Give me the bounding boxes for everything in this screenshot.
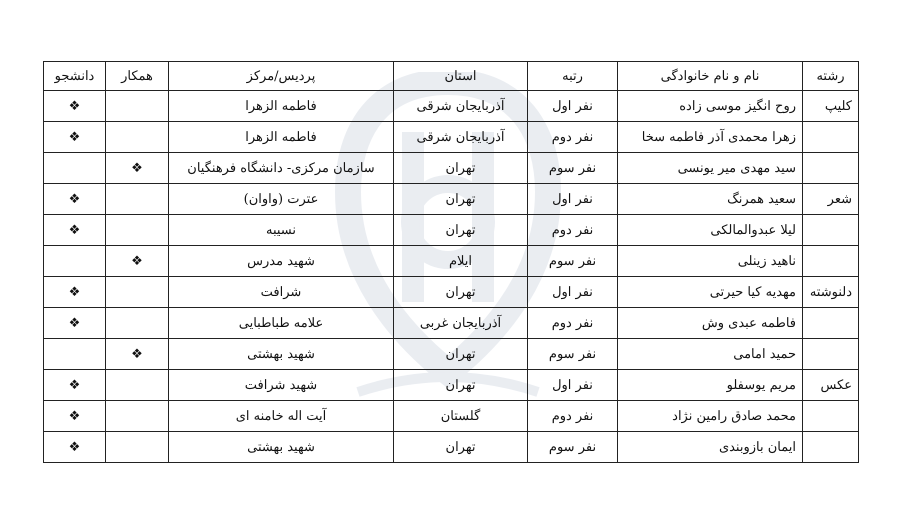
cell-rank: نفر سوم: [528, 246, 618, 277]
table-header-row: [44, 62, 859, 91]
cell-campus: نسیبه: [169, 215, 394, 246]
cell-name: زهرا محمدی آذر فاطمه سخا: [618, 122, 803, 153]
table-row: [44, 91, 859, 122]
header-campus: پردیس/مرکز: [169, 62, 394, 91]
cell-campus: عترت (واوان): [169, 184, 394, 215]
cell-student-mark: ❖: [44, 370, 106, 401]
cell-campus: فاطمه الزهرا: [169, 91, 394, 122]
table-row: [44, 432, 859, 463]
cell-student-mark: [44, 339, 106, 370]
cell-campus: شهید بهشتی: [169, 432, 394, 463]
cell-student-mark: ❖: [44, 91, 106, 122]
cell-field: کلیپ: [803, 91, 859, 122]
table-row: [44, 308, 859, 339]
table-row: [44, 246, 859, 277]
cell-rank: نفر دوم: [528, 215, 618, 246]
cell-province: تهران: [394, 153, 528, 184]
cell-campus: شهید بهشتی: [169, 339, 394, 370]
cell-field: [803, 308, 859, 339]
cell-campus: آیت اله خامنه ای: [169, 401, 394, 432]
cell-field: عکس: [803, 370, 859, 401]
cell-province: تهران: [394, 339, 528, 370]
cell-student-mark: ❖: [44, 277, 106, 308]
cell-name: ایمان بازوبندی: [618, 432, 803, 463]
table-row: [44, 370, 859, 401]
cell-rank: نفر دوم: [528, 308, 618, 339]
cell-name: فاطمه عبدی وش: [618, 308, 803, 339]
cell-rank: نفر دوم: [528, 122, 618, 153]
cell-province: آذربایجان شرقی: [394, 91, 528, 122]
cell-student-mark: [44, 153, 106, 184]
cell-field: [803, 432, 859, 463]
cell-province: تهران: [394, 215, 528, 246]
cell-colleague-mark: [106, 91, 169, 122]
cell-field: [803, 339, 859, 370]
table-row: [44, 153, 859, 184]
cell-province: آذربایجان غربی: [394, 308, 528, 339]
cell-campus: شرافت: [169, 277, 394, 308]
cell-name: سعید همرنگ: [618, 184, 803, 215]
cell-colleague-mark: [106, 184, 169, 215]
cell-field: [803, 246, 859, 277]
results-table: [43, 61, 859, 463]
cell-colleague-mark: ❖: [106, 246, 169, 277]
header-province: استان: [394, 62, 528, 91]
header-student: دانشجو: [44, 62, 106, 91]
cell-field: [803, 215, 859, 246]
header-colleague: همکار: [106, 62, 169, 91]
cell-campus: شهید مدرس: [169, 246, 394, 277]
cell-rank: نفر دوم: [528, 401, 618, 432]
cell-rank: نفر سوم: [528, 339, 618, 370]
cell-student-mark: ❖: [44, 122, 106, 153]
cell-province: تهران: [394, 432, 528, 463]
cell-colleague-mark: ❖: [106, 153, 169, 184]
cell-student-mark: ❖: [44, 215, 106, 246]
cell-name: لیلا عبدوالمالکی: [618, 215, 803, 246]
cell-province: تهران: [394, 184, 528, 215]
cell-campus: سازمان مرکزی- دانشگاه فرهنگیان: [169, 153, 394, 184]
table-body: [44, 91, 859, 463]
cell-field: دلنوشته: [803, 277, 859, 308]
cell-name: حمید امامی: [618, 339, 803, 370]
cell-rank: نفر اول: [528, 277, 618, 308]
cell-colleague-mark: [106, 215, 169, 246]
cell-rank: نفر اول: [528, 91, 618, 122]
cell-campus: علامه طباطبایی: [169, 308, 394, 339]
cell-student-mark: ❖: [44, 432, 106, 463]
table-row: [44, 401, 859, 432]
table-row: [44, 184, 859, 215]
cell-rank: نفر اول: [528, 184, 618, 215]
cell-student-mark: ❖: [44, 401, 106, 432]
cell-colleague-mark: [106, 277, 169, 308]
cell-name: مهدیه کیا حیرتی: [618, 277, 803, 308]
cell-name: روح انگیز موسی زاده: [618, 91, 803, 122]
cell-student-mark: [44, 246, 106, 277]
cell-province: آذربایجان شرقی: [394, 122, 528, 153]
cell-colleague-mark: [106, 370, 169, 401]
table-row: [44, 215, 859, 246]
cell-name: محمد صادق رامین نژاد: [618, 401, 803, 432]
cell-province: گلستان: [394, 401, 528, 432]
cell-field: شعر: [803, 184, 859, 215]
header-name: نام و نام خانوادگی: [618, 62, 803, 91]
cell-province: تهران: [394, 370, 528, 401]
table-row: [44, 122, 859, 153]
cell-colleague-mark: [106, 122, 169, 153]
cell-field: [803, 401, 859, 432]
cell-colleague-mark: ❖: [106, 339, 169, 370]
table-row: [44, 339, 859, 370]
cell-province: ایلام: [394, 246, 528, 277]
cell-field: [803, 153, 859, 184]
cell-student-mark: ❖: [44, 308, 106, 339]
cell-colleague-mark: [106, 432, 169, 463]
cell-province: تهران: [394, 277, 528, 308]
cell-student-mark: ❖: [44, 184, 106, 215]
cell-rank: نفر اول: [528, 370, 618, 401]
cell-campus: فاطمه الزهرا: [169, 122, 394, 153]
header-field: رشته: [803, 62, 859, 91]
header-rank: رتبه: [528, 62, 618, 91]
cell-campus: شهید شرافت: [169, 370, 394, 401]
cell-colleague-mark: [106, 401, 169, 432]
cell-name: مریم یوسفلو: [618, 370, 803, 401]
table-row: [44, 277, 859, 308]
cell-name: ناهید زینلی: [618, 246, 803, 277]
cell-field: [803, 122, 859, 153]
cell-name: سید مهدی میر یونسی: [618, 153, 803, 184]
cell-rank: نفر سوم: [528, 153, 618, 184]
cell-colleague-mark: [106, 308, 169, 339]
cell-rank: نفر سوم: [528, 432, 618, 463]
